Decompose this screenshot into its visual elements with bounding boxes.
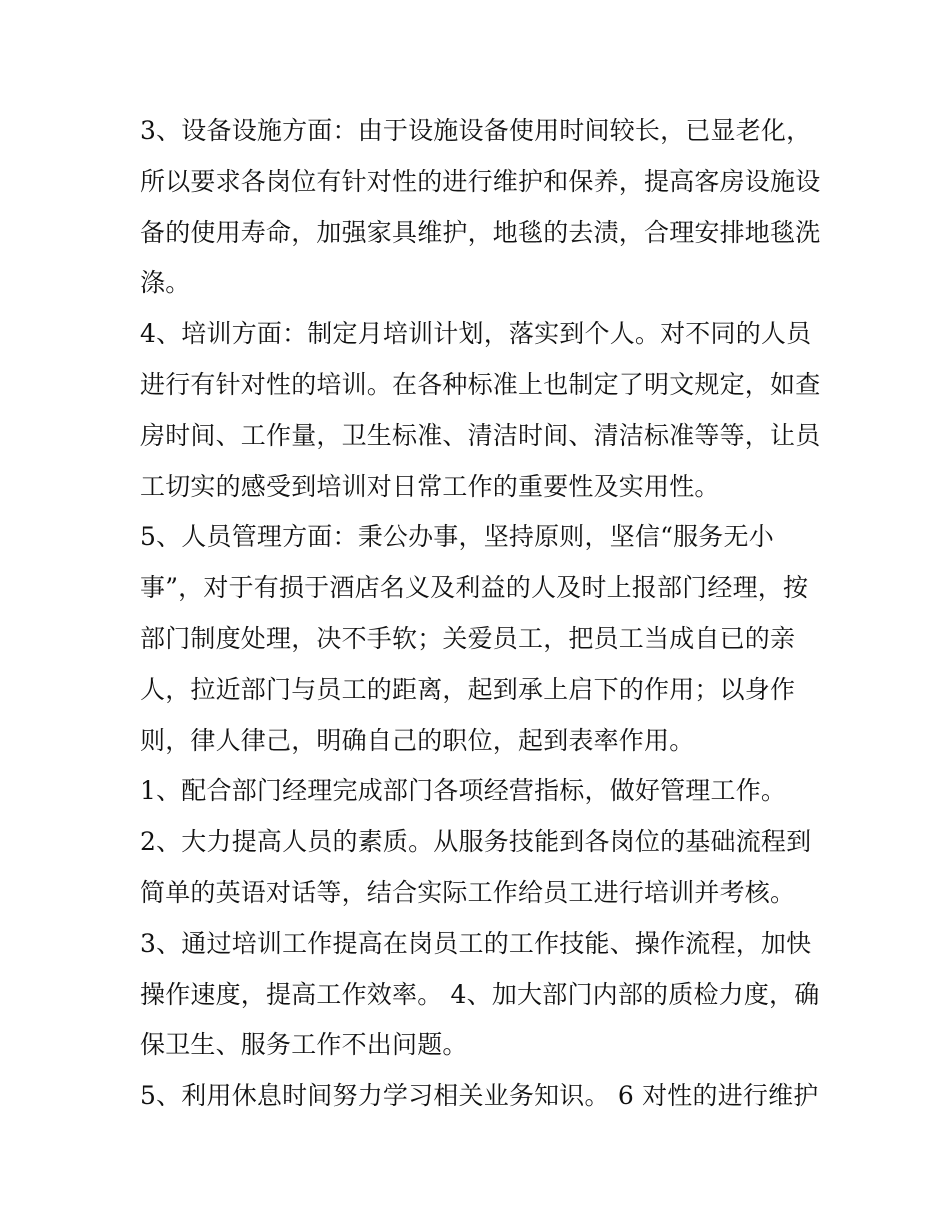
text-line: 则，律人律己，明确自己的职位，起到表率作用。 [140,725,695,755]
text-line: 进行有针对性的培训。在各种标准上也制定了明文规定，如查 [140,369,821,399]
text-line: 所以要求各岗位有针对性的进行维护和保养，提高客房设施设 [140,166,821,196]
text-line: 事”，对于有损于酒店名义及利益的人及时上报部门经理，按 [140,573,809,603]
text-line: 工切实的感受到培训对日常工作的重要性及实用性。 [140,471,720,501]
text-line: 5、人员管理方面：秉公办事，坚持原则，坚信“服务无小 [140,522,774,552]
text-line: 保卫生、服务工作不出问题。 [140,1030,468,1060]
text-line: 人，拉近部门与员工的距离，起到承上启下的作用；以身作 [140,674,796,704]
text-line: 3、设备设施方面：由于设施设备使用时间较长，已显老化， [140,116,812,145]
text-line: 2、大力提高人员的素质。从服务技能到各岗位的基础流程到 [140,827,812,857]
text-line: 1、配合部门经理完成部门各项经营指标，做好管理工作。 [140,776,787,806]
text-line: 操作速度，提高工作效率。 4、加大部门内部的质检力度，确 [140,979,820,1009]
text-line: 4、培训方面：制定月培训计划，落实到个人。对不同的人员 [140,319,812,349]
text-line: 涤。 [140,268,191,298]
text-line: 房时间、工作量，卫生标准、清洁时间、清洁标准等等，让员 [140,420,821,450]
text-line: 部门制度处理，决不手软；关爱员工，把员工当成自已的亲 [140,623,796,653]
text-line: 5、利用休息时间努力学习相关业务知识。 6 对性的进行维护 [140,1081,819,1111]
text-line: 备的使用寿命，加强家具维护，地毯的去渍，合理安排地毯洗 [140,217,821,247]
document-body [140,106,830,1122]
text-line: 简单的英语对话等，结合实际工作给员工进行培训并考核。 [140,877,796,907]
text-line: 3、通过培训工作提高在岗员工的工作技能、操作流程，加快 [140,928,812,958]
